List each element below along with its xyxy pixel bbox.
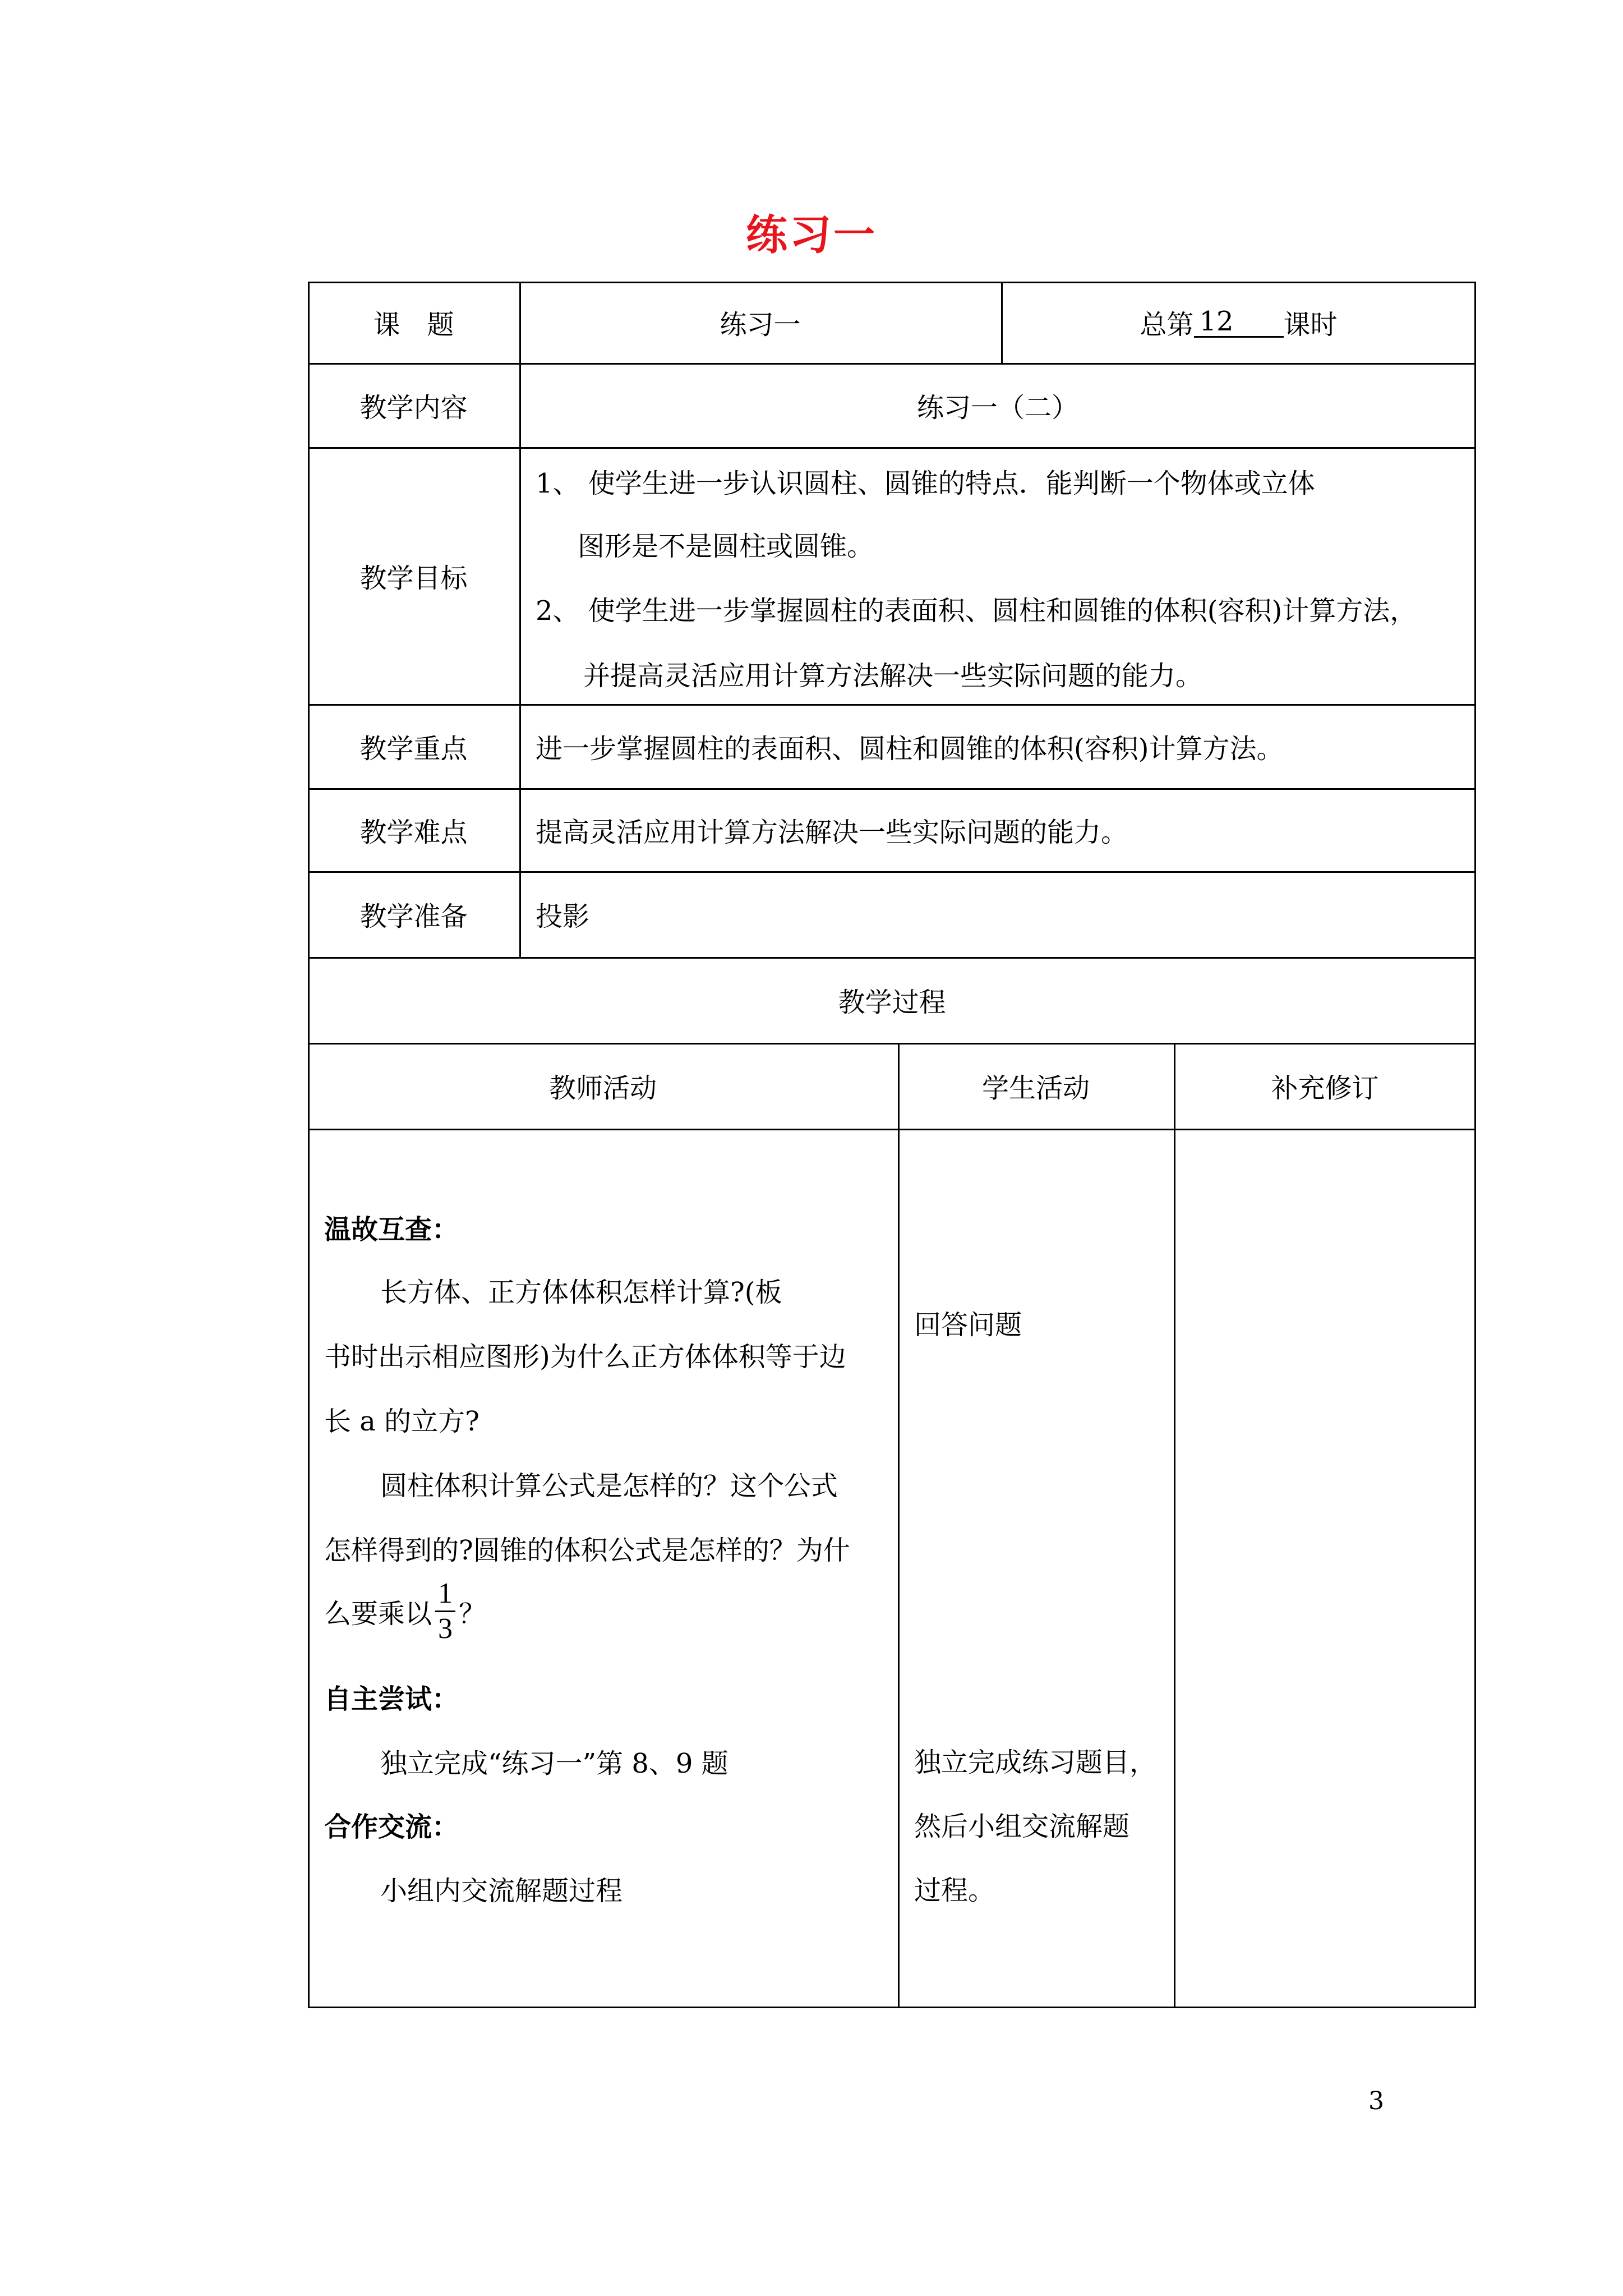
review-para-1-line-2: 书时出示相应图形)为什么正方体体积等于边 (324, 1341, 846, 1373)
goal-1-line-2: 图形是不是圆柱或圆锥。 (578, 531, 874, 562)
goals-label: 教学目标 (359, 562, 468, 594)
period-prefix: 总第 (1140, 309, 1194, 341)
goal-2-line-1: 2、 使学生进一步掌握圆柱的表面积、圆柱和圆锥的体积(容积)计算方法， (536, 595, 1417, 627)
try-text: 独立完成“练习一”第 8、9 题 (380, 1748, 728, 1779)
student-practice-line-2: 然后小组交流解题 (914, 1811, 1130, 1842)
goal-1-line-1: 1、 使学生进一步认识圆柱、圆锥的特点．能判断一个物体或立体 (536, 468, 1315, 499)
row-divider (308, 1129, 1476, 1130)
topic-label: 课 题 (373, 309, 454, 341)
col-student-activity: 学生活动 (981, 1073, 1090, 1104)
review-para-2-line-1: 圆柱体积计算公式是怎样的？这个公式 (380, 1470, 838, 1502)
col-notes: 补充修订 (1271, 1073, 1379, 1104)
period-number: 12 (1194, 307, 1284, 338)
content-label: 教学内容 (359, 392, 468, 424)
review-para-2-line-3-text: 么要乘以 (324, 1598, 432, 1630)
key-point-value: 进一步掌握圆柱的表面积、圆柱和圆锥的体积(容积)计算方法。 (536, 733, 1284, 765)
period-count (1001, 282, 1476, 363)
page-number: 3 (1368, 2087, 1384, 2115)
col-teacher-activity: 教师活动 (548, 1073, 657, 1104)
student-answer: 回答问题 (914, 1309, 1022, 1341)
preparation-label: 教学准备 (359, 901, 468, 932)
topic-value: 练习一 (720, 309, 801, 341)
review-para-2-line-2: 怎样得到的?圆锥的体积公式是怎样的？为什 (324, 1535, 850, 1566)
fraction-denominator: 3 (438, 1613, 453, 1645)
student-practice-line-1: 独立完成练习题目， (914, 1747, 1157, 1778)
question-mark: ？ (459, 1598, 486, 1630)
column-divider (1174, 1043, 1175, 2008)
difficulty-label: 教学难点 (359, 816, 468, 848)
goal-2-line-2: 并提高灵活应用计算方法解决一些实际问题的能力。 (583, 660, 1203, 692)
fraction-numerator: 1 (438, 1577, 453, 1609)
column-divider (898, 1043, 900, 2008)
review-para-1-line-1: 长方体、正方体体积怎样计算?(板 (380, 1277, 782, 1308)
content-value: 练习一（二） (916, 392, 1078, 424)
cooperation-text: 小组内交流解题过程 (380, 1875, 623, 1907)
preparation-value: 投影 (536, 901, 590, 932)
review-para-2-line-3 (324, 1579, 486, 1644)
fraction-bar (435, 1611, 455, 1612)
key-point-label: 教学重点 (359, 733, 468, 765)
fraction-one-third (435, 1579, 455, 1644)
difficulty-value: 提高灵活应用计算方法解决一些实际问题的能力。 (536, 816, 1128, 848)
cooperation-heading: 合作交流： (324, 1811, 459, 1843)
period-suffix: 课时 (1283, 309, 1338, 341)
process-heading: 教学过程 (838, 987, 946, 1018)
review-para-1-line-3: 长 a 的立方? (324, 1406, 479, 1437)
student-practice-line-3: 过程。 (914, 1875, 995, 1906)
page-title: 练习一 (746, 211, 877, 259)
review-heading: 温故互查： (324, 1214, 459, 1245)
try-heading: 自主尝试： (324, 1683, 459, 1715)
